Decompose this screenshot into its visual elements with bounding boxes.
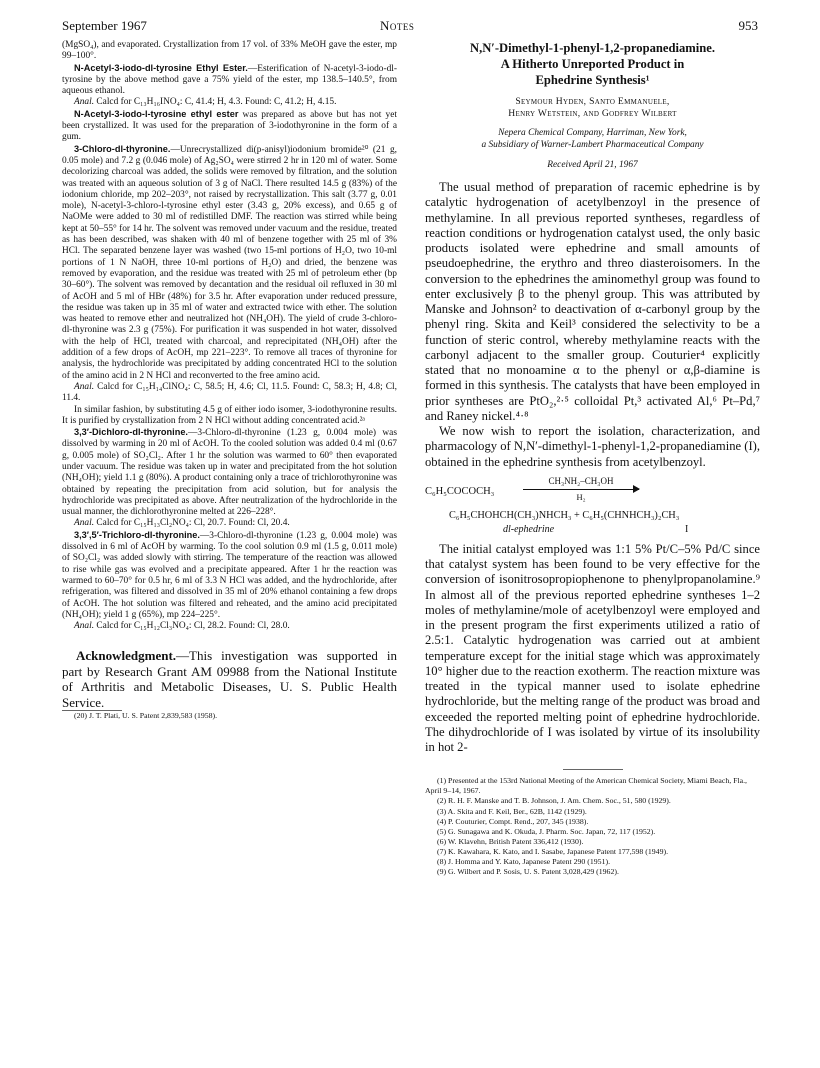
section-heading: 3,3′,5′-Trichloro-dl-thyronine.	[74, 529, 200, 540]
paragraph-text: —Unrecrystallized di(p-anisyl)iodonium bromide²⁰ (21 g, 0.05 mole) and 7.2 g (0.046 mole) of Ag₂SO₄ were stirred 2 hr in 120 ml of water. Some decolorizing charcoal was added, the solids were removed by filtration, and the solution was treated with an aqueous solution of 3 g of NaCl. There resulted 14.5 g (83%) of the iodonium chloride, mp 202–203°, not raised by recrystallization. This salt (3.77 g, 0.01 mole), N-acetyl-3-chloro-l-tyrosine ethyl ester (3.43 g, 20% excess), and 0.65 g of NaOMe were added to 30 ml of redistilled DMF. The reaction was stirred while being kept at 50–55° for 14 hr. The solvent was removed under vacuum and the residue, treated as has been described, was shaken with 40 ml of benzene together with 25 ml of 3% HCl. The separated benzene layer was washed (two 15-ml portions of H₂O, two 10-ml portions of 1 N NaOH, three 10-ml portions of H₂O) and dried, the benzene was removed by evaporation, and the residue was treated with 25 ml of petroleum ether (bp 30–60°). The solvent was removed by decantation and the residual oil refluxed in 30 ml of AcOH and 5 ml of HBr (48%) for 3.5 hr. After evaporation under reduced pressure, the residue was taken up in 35 ml of water and extracted twice with ether. The solution was heated to remove ether and neutralized hot (NH₄OH). The yield of crude 3-chloro-dl-thyronine was 2.3 g (75%). For purification it was suspended in hot water, dissolved with the help of HCl, treated with charcoal, and reprecipitated (NH₄OH) after the addition of a few drops of AcOH, mp 221–223°. To remove all traces of thyronine for analysis, the hydrochloride was precipitated by adding concentrated HCl to the solution of the amino acid in 2 N HCl and reconverted to the free amino acid.	[62, 144, 397, 381]
paragraph-text: —3-Chloro-dl-thyronine (1.23 g, 0.004 mole) was dissolved in 6 ml of AcOH by warming. To the cool solution 0.9 ml (1.5 g, 0.011 mole) of SO₂Cl₂ was added slowly with stirring. The temperature of the reaction was allowed to rise while gas was evolved and a precipitate appeared. After 1 hr the reaction was warmed to 60–70° for 0.5 hr, 6 ml of 3.3 N HCl was added, and the hydrochloride, after refrigeration, was filtered and dissolved in 35 ml of 20% ethanol containing a few drops of AcOH. The hot solution was filtered and reheated, and the amino acid precipitated (NH₄OH); yield 1 g (65%), mp 224–225°.	[62, 530, 397, 620]
authors-line: Seymour Hyden, Santo Emmanuele,	[515, 96, 670, 107]
authors	[425, 96, 760, 120]
section-heading: N-Acetyl-3-iodo-dl-tyrosine Ethyl Ester.	[74, 62, 248, 73]
authors-line: Henry Wetstein, and Godfrey Wilbert	[508, 108, 677, 119]
received-date: Received April 21, 1967	[547, 160, 638, 170]
page-number: 953	[738, 18, 758, 33]
article-title-line: A Hitherto Unreported Product in	[500, 57, 685, 71]
paragraph: In similar fashion, by substituting 4.5 g of either iodo isomer, 3-iodothyronine results. It is purified by crystallization from 2 N HCl without adding concentrated acid.²ᵃ	[62, 404, 397, 426]
right-column	[425, 40, 760, 877]
analysis-label: Anal.	[74, 621, 95, 632]
left-column	[62, 40, 397, 721]
analysis-text: Calcd for C₁₃H₁₆INO₄: C, 41.4; H, 4.3. Found: C, 41.2; H, 4.15.	[94, 97, 337, 108]
article-title-line: N,N′-Dimethyl-1-phenyl-1,2-propanediamine.	[469, 41, 716, 55]
product-label: I	[685, 523, 689, 535]
analysis-label: Anal.	[74, 518, 95, 529]
catalyst: H₂	[576, 491, 586, 502]
analysis-text: Calcd for C₁₅H₁₄ClNO₄: C, 58.5; H, 4.6; Cl, 11.5. Found: C, 58.3; H, 4.8; Cl, 11.4.	[62, 381, 397, 404]
running-header-date: September 1967	[62, 18, 147, 33]
section-heading: 3,3′-Dichloro-dl-thyronine.	[74, 427, 188, 438]
paragraph	[62, 144, 397, 382]
footnote: (6) W. Klavehn, British Patent 336,412 (1930).	[437, 836, 584, 846]
affiliation-line: a Subsidiary of Warner-Lambert Pharmaceutical Company	[481, 139, 704, 150]
reactant: C₆H₅COCOCH₃	[425, 485, 495, 497]
footnote: (4) P. Couturier, Compt. Rend., 207, 345 (1938).	[437, 816, 589, 826]
footnote: (20) J. T. Plati, U. S. Patent 2,839,583 (1958).	[74, 711, 218, 721]
footnote: (5) G. Sunagawa and K. Okuda, J. Pharm. Soc. Japan, 72, 117 (1952).	[437, 826, 656, 836]
article-body	[425, 180, 760, 755]
footnote: (8) J. Homma and Y. Kato, Japanese Patent 290 (1951).	[437, 857, 611, 866]
section-heading: 3-Chloro-dl-thyronine.	[74, 143, 171, 154]
paragraph: The usual method of preparation of racemic ephedrine is by catalytic hydrogenation of acetylbenzoyl in the presence of methylamine. In all previous reported syntheses, regardless of reaction conditions or hydrogenation catalyst used, the only basic products isolated were ephedrine and small amounts of pseudoephedrine, the erythro and threo diasteroisomers. In the conversion to the ephedrines the aminomethyl group was found to enter exclusively β to the phenyl group. This was attributed by Manske and Johnson² to deactivation of α-carbonyl group by the phenyl ring. Skita and Keil³ considered the selectivity to be a function of steric control, whereby methylamine reacts with the carbonyl adjacent to the smaller group. Couturier⁴ explicitly stated that no monoamine α to the phenyl or α,β-diamine is formed in this synthesis. The catalysts that have been employed in prior syntheses are PtO₂,²·⁵ colloidal Pt,³ activated Al,⁶ Pt–Pd,⁷ and Raney nickel.⁴·⁸	[425, 180, 760, 423]
reaction-scheme	[425, 476, 760, 538]
analysis-label: Anal.	[74, 97, 95, 108]
footnotes	[425, 769, 760, 877]
section-heading: N-Acetyl-3-iodo-l-tyrosine ethyl ester	[74, 108, 239, 119]
paragraph-text: was prepared as above but has not yet been crystallized. It was used for the preparation of 3-iodothyronine in the form of a gum.	[62, 109, 397, 143]
analysis-text: Calcd for C₁₅H₁₃Cl₂NO₄: Cl, 20.7. Found: Cl, 20.4.	[94, 518, 290, 529]
analysis-line	[62, 621, 397, 632]
running-header-section: Notes	[380, 18, 415, 33]
paragraph	[62, 427, 397, 518]
paragraph-text: —Esterification of N-acetyl-3-iodo-dl-tyrosine by the above method gave a 75% yield of the ester, mp 138.5–140.5°, from aqueous ethanol.	[62, 63, 397, 97]
reagent: CH₃NH₂–CH₃OH	[548, 475, 614, 486]
reaction-arrow	[523, 489, 639, 490]
analysis-text: Calcd for C₁₅H₁₂Cl₃NO₄: Cl, 28.2. Found: Cl, 28.0.	[94, 621, 290, 632]
paragraph: The initial catalyst employed was 1:1 5% Pt/C–5% Pd/C since that catalyst system has been found to be very effective for the conversion of isonitrosopropiophenone to phenylpropanolamine.⁹ In almost all of the previous reported ephedrine syntheses 1–2 moles of methylamine/mole of acetylbenzoyl were employed and in the present program the first experiments utilized a ratio of 2.5:1. Catalytic hydrogenation was carried out at ambient temperature except for the initial stage which was approximately 10° higher due to the reaction exotherm. The reaction mixture was treated in the typical manner used to isolate ephedrine hydrochloride, but the melting range of the product was broad and exceeded the reported melting point of ephedrine hydrochloride. The dihydrochloride of I was isolated by virtue of its insolubility in hot 2-	[425, 541, 760, 754]
analysis-line	[62, 518, 397, 529]
product-label: dl-ephedrine	[503, 523, 555, 535]
affiliation-line: Nepera Chemical Company, Harriman, New York,	[498, 128, 687, 138]
products: C₆H₅CHOHCH(CH₃)NHCH₃ + C₆H₅(CHNHCH₃)₂CH₃	[449, 509, 680, 521]
analysis-line	[62, 382, 397, 405]
footnote: (3) A. Skita and F. Keil, Ber., 62B, 1142 (1929).	[437, 806, 587, 816]
paragraph-text: —3-Chloro-dl-thyronine (1.23 g, 0.004 mole) was dissolved by warming in 20 ml of AcOH. To the cooled solution was added 0.4 ml (0.67 g, 0.005 mole) of SO₂Cl₂. After 1 hr the solution was warmed to 60° then evaporated under vacuum. The residue was taken up in water and precipitated from the hot solution (NH₄OH); yield 1.1 g (80%). A product containing only a trace of trichlorothyronine was obtained by repeating the precipitation from acid solution, but for analysis the hydrochloride was precipitated as above. After neutralization of the hydrochloride in the usual manner, the dichlorothyronine melted at 226–228°.	[62, 428, 397, 518]
footnote: (2) R. H. F. Manske and T. B. Johnson, J. Am. Chem. Soc., 51, 580 (1929).	[437, 796, 671, 806]
acknowledgment	[62, 648, 397, 710]
paragraph	[62, 530, 397, 621]
acknowledgment-text: —This investigation was supported in part by Research Grant AM 09988 from the National Institute of Arthritis and Metabolic Diseases, U. S. Public Health Service.	[62, 648, 397, 710]
paragraph	[62, 109, 397, 144]
footnote-divider	[563, 769, 623, 770]
paragraph: We now wish to report the isolation, characterization, and pharmacology of N,N′-dimethyl-1-phenyl-1,2-propanediamine (I), obtained in the ephedrine synthesis from acetylbenzoyl.	[425, 424, 760, 469]
analysis-line	[62, 97, 397, 108]
article-title-line: Ephedrine Synthesis¹	[535, 73, 650, 87]
affiliation	[425, 128, 760, 151]
acknowledgment-heading: Acknowledgment.	[76, 648, 177, 664]
paragraph	[62, 63, 397, 98]
footnote: (1) Presented at the 153rd National Meeting of the American Chemical Society, Miami Beach, Fla., April 9–14, 1967.	[425, 776, 747, 796]
paragraph: (MgSO₄), and evaporated. Crystallization from 17 vol. of 33% MeOH gave the ester, mp 99–100°.	[62, 40, 397, 62]
footnote: (9) G. Wilbert and P. Sosis, U. S. Patent 3,028,429 (1962).	[437, 867, 619, 877]
analysis-label: Anal.	[74, 381, 95, 392]
footnote: (7) K. Kawahara, K. Kato, and I. Sasabe, Japanese Patent 177,598 (1949).	[437, 846, 669, 856]
